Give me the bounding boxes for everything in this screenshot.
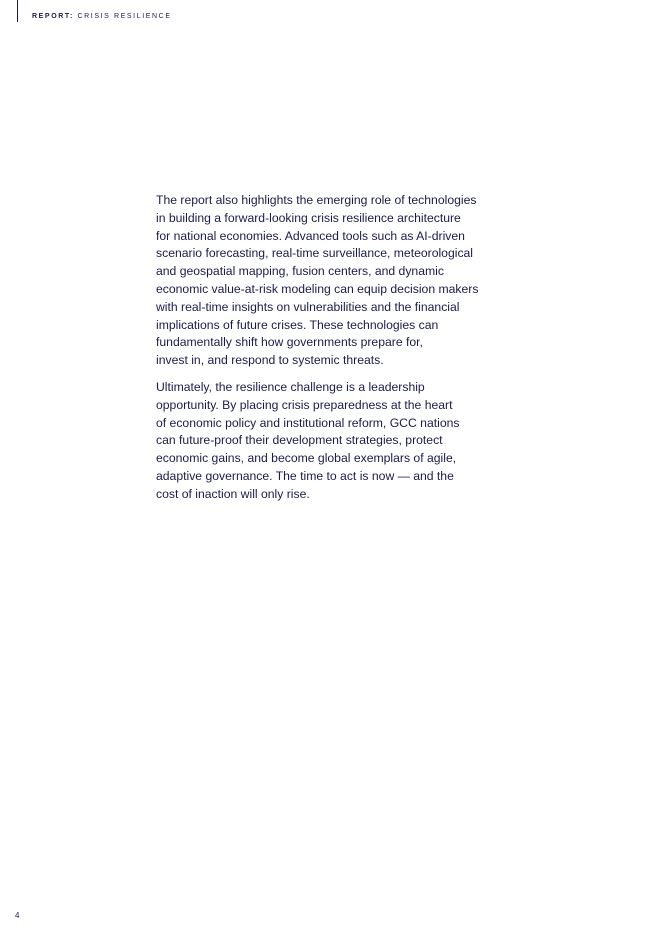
header-label: REPORT:	[32, 13, 74, 20]
paragraph-line: fundamentally shift how governments prepare for,	[156, 335, 423, 350]
paragraph-line: opportunity. By placing crisis preparedness at the heart	[156, 397, 453, 412]
running-header	[32, 13, 172, 20]
paragraph-line: for national economies. Advanced tools such as AI-driven	[156, 228, 465, 243]
paragraph-line: invest in, and respond to systemic threats.	[156, 353, 384, 368]
paragraph-line: The report also highlights the emerging role of technologies	[156, 193, 477, 207]
paragraph-line: scenario forecasting, real-time surveillance, meteorological	[156, 246, 474, 261]
paragraph-line: Ultimately, the resilience challenge is a leadership	[156, 379, 425, 394]
header-rule	[17, 0, 18, 22]
paragraph-line: cost of inaction will only rise.	[156, 486, 310, 501]
paragraph-line: can future-proof their development strategies, protect	[156, 433, 443, 448]
paragraph-line: in building a forward-looking crisis resilience architecture	[156, 210, 461, 225]
paragraph-line: economic value-at-risk modeling can equip decision makers	[156, 281, 479, 296]
page-number: 4	[15, 911, 20, 920]
paragraph-line: adaptive governance. The time to act is now — and the	[156, 468, 454, 483]
paragraph-line: of economic policy and institutional reform, GCC nations	[156, 415, 460, 430]
paragraph-line: with real-time insights on vulnerabilities and the financial	[156, 299, 460, 314]
paragraph-1	[156, 192, 508, 370]
header-title: CRISIS RESILIENCE	[77, 13, 172, 20]
paragraph-line: economic gains, and become global exemplars of agile,	[156, 451, 457, 466]
paragraph-2	[156, 379, 508, 504]
body-text	[156, 192, 508, 513]
paragraph-line: and geospatial mapping, fusion centers, and dynamic	[156, 264, 444, 279]
paragraph-line: implications of future crises. These technologies can	[156, 317, 439, 332]
